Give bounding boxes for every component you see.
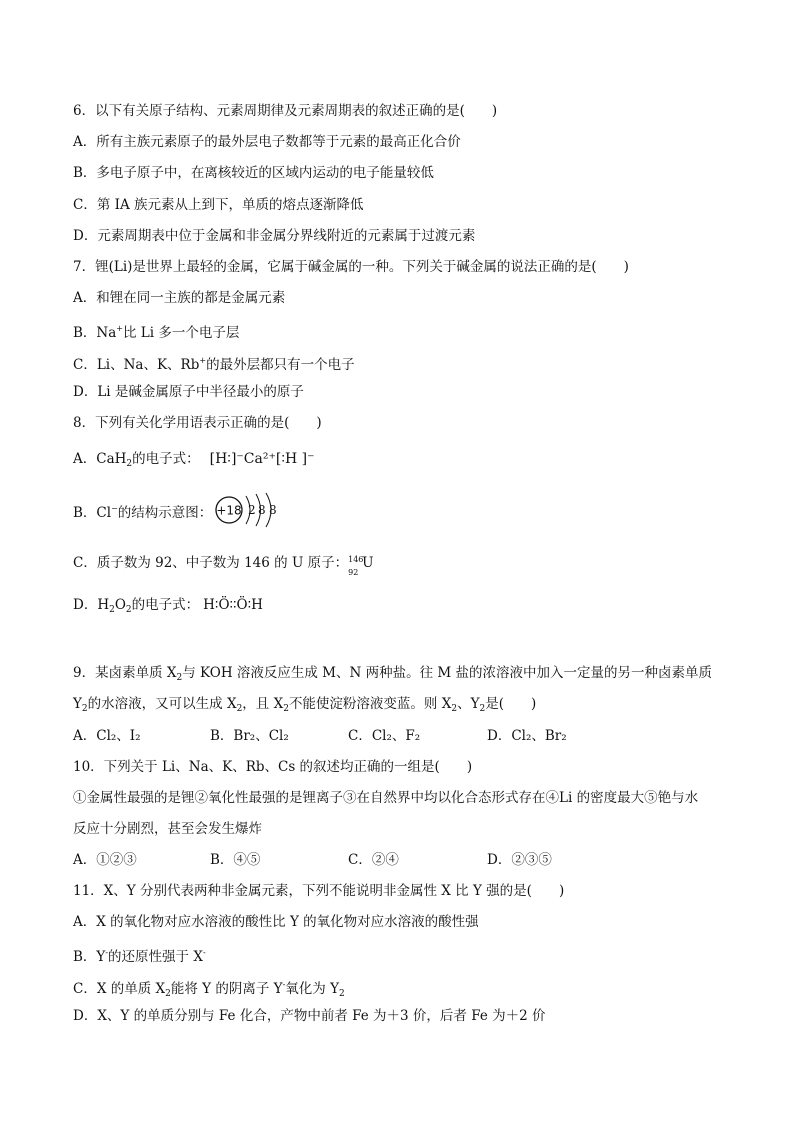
q9-l2-f: 是( )	[485, 696, 537, 712]
q9-l1-sub: 2	[176, 673, 183, 683]
q7-b-rest: 比 Li 多一个电子层	[123, 325, 240, 341]
q8-a-sub: 2	[126, 459, 133, 469]
q11-option-c	[73, 976, 345, 1003]
q9-l2-s5: 2	[479, 704, 486, 714]
q10-option-b: B．④⑤	[210, 852, 261, 868]
q7-option-d: D．Li 是碱金属原子中半径最小的原子	[73, 384, 304, 400]
q8-option-d	[73, 596, 263, 619]
element-symbol: U	[362, 555, 374, 571]
q8-d-mid: O	[114, 597, 126, 613]
q11-option-a: A．X 的氧化物对应水溶液的酸性比 Y 的氧化物对应水溶液的酸性强	[73, 914, 479, 930]
q8-d-sub2: 2	[125, 605, 132, 615]
q10-statements-line-1: ①金属性最强的是锂②氧化性最强的是锂离子③在自然界中均以化合态形式存在④Li 的密度最大⑤铯与水	[73, 790, 699, 806]
q8-a-post: 的电子式：	[132, 451, 200, 467]
q6-option-d: D．元素周期表中位于金属和非金属分界线附近的元素属于过渡元素	[73, 228, 476, 244]
q7-b-text: B．Na	[73, 325, 117, 341]
q11-b-charge: -	[105, 948, 109, 957]
q8-d-post: 的电子式：	[131, 597, 200, 613]
q11-c-b: 能将 Y 的阴离子 Y	[170, 981, 283, 997]
q6-stem: 6．以下有关原子结构、元素周期律及元素周期表的叙述正确的是( )	[73, 103, 498, 119]
q7-option-c	[73, 352, 355, 374]
q11-stem: 11．X、Y 分别代表两种非金属元素，下列不能说明非金属性 X 比 Y 强的是( )	[73, 883, 565, 899]
q11-c-sub1: 2	[165, 989, 171, 999]
q8-option-a	[73, 450, 314, 473]
q11-b-charge-2: -	[202, 948, 206, 957]
q9-l1-b: 与 KOH 溶液反应生成 M、N 两种盐。往 M 盐的浓溶液中加入一定量的另一种卤素单质	[182, 665, 713, 681]
q11-b-mid: 的还原性强于 X	[108, 949, 203, 965]
q9-l2-e: 、Y	[457, 696, 480, 712]
q6-option-a: A．所有主族元素原子的最外层电子数都等于元素的最高正化合价	[73, 134, 461, 150]
q9-line-1	[73, 664, 712, 687]
shell-1-count: 2	[248, 503, 256, 517]
q11-option-d: D．X、Y 的单质分别与 Fe 化合，产物中前者 Fe 为＋3 价，后者 Fe 为＋2 价	[73, 1008, 546, 1024]
q11-c-c: 氧化为 Y	[285, 981, 339, 997]
q9-option-d: D．Cl₂、Br₂	[487, 728, 567, 744]
q8-a-label: A．CaH	[73, 451, 127, 467]
q11-option-b	[73, 944, 206, 966]
q8-b-post: 的结构示意图：	[117, 505, 213, 521]
q8-stem: 8．下列有关化学用语表示正确的是( )	[73, 415, 322, 431]
q9-l2-c: ，且 X	[242, 696, 284, 712]
q7-c-charge: +	[199, 356, 207, 365]
q7-option-b	[73, 320, 239, 342]
nucleus-charge: +18	[216, 503, 242, 518]
q11-c-a: C．X 的单质 X	[73, 981, 166, 997]
q10-stem: 10．下列关于 Li、Na、K、Rb、Cs 的叙述均正确的一组是( )	[73, 759, 473, 775]
q9-option-a: A．Cl₂、I₂	[73, 728, 141, 744]
q7-c-text: C．Li、Na、K、Rb	[73, 357, 200, 373]
q9-l2-s2: 2	[236, 704, 243, 714]
q10-statements-line-2: 反应十分剧烈，甚至会发生爆炸	[73, 821, 262, 837]
q9-l2-s3: 2	[283, 704, 289, 714]
q9-line-2	[73, 695, 536, 718]
q6-option-b: B．多电子原子中，在离核较近的区域内运动的电子能量较低	[73, 165, 434, 181]
q9-l1-a: 9．某卤素单质 X	[73, 665, 177, 681]
q9-option-c: C．Cl₂、F₂	[348, 728, 421, 744]
q9-option-b: B．Br₂、Cl₂	[210, 728, 289, 744]
q9-l2-b: 的水溶液，又可以生成 X	[87, 696, 237, 712]
q8-d-sub1: 2	[109, 605, 115, 615]
shell-2-count: 8	[258, 503, 266, 517]
q8-d-label: D．H	[73, 597, 110, 613]
cah2-electron-formula: [H∶]⁻Ca²⁺[∶H ]⁻	[209, 451, 315, 467]
q9-l2-a: Y	[73, 696, 82, 712]
q9-l2-s4: 2	[451, 704, 458, 714]
q10-option-d: D．②③⑤	[487, 852, 552, 868]
q11-c-sub2: 2	[339, 989, 345, 999]
atomic-number: 92	[348, 567, 359, 577]
mass-number: 146	[348, 554, 364, 564]
q11-c-charge: -	[282, 980, 286, 989]
q7-stem: 7．锂(Li)是世界上最轻的金属，它属于碱金属的一种。下列关于碱金属的说法正确的是( )	[73, 259, 629, 275]
q7-option-a: A．和锂在同一主族的都是金属元素	[73, 290, 286, 306]
q9-l2-d: 不能使淀粉溶液变蓝。则 X	[288, 696, 452, 712]
q9-l2-s1: 2	[81, 704, 88, 714]
q6-option-c: C．第 IA 族元素从上到下，单质的熔点逐渐降低	[73, 197, 364, 213]
q8-c-text: C．质子数为 92、中子数为 146 的 U 原子：	[73, 555, 349, 571]
q11-b-pre: B．Y	[73, 949, 106, 965]
q7-c-rest: 的最外层都只有一个电子	[206, 357, 355, 373]
q8-b-charge: −	[111, 504, 118, 513]
nuclide-notation	[348, 554, 364, 577]
h2o2-electron-formula: H∶Ö∶∶Ö∶H	[203, 597, 263, 613]
q8-b-label: B．Cl	[73, 505, 112, 521]
q10-option-c: C．②④	[348, 852, 399, 868]
q8-option-c	[73, 554, 374, 577]
q10-option-a: A．①②③	[73, 852, 137, 868]
q7-b-charge: +	[116, 324, 123, 333]
chloride-structure-diagram-icon	[210, 492, 290, 528]
q8-option-b	[73, 500, 212, 522]
shell-3-count: 8	[269, 503, 277, 517]
